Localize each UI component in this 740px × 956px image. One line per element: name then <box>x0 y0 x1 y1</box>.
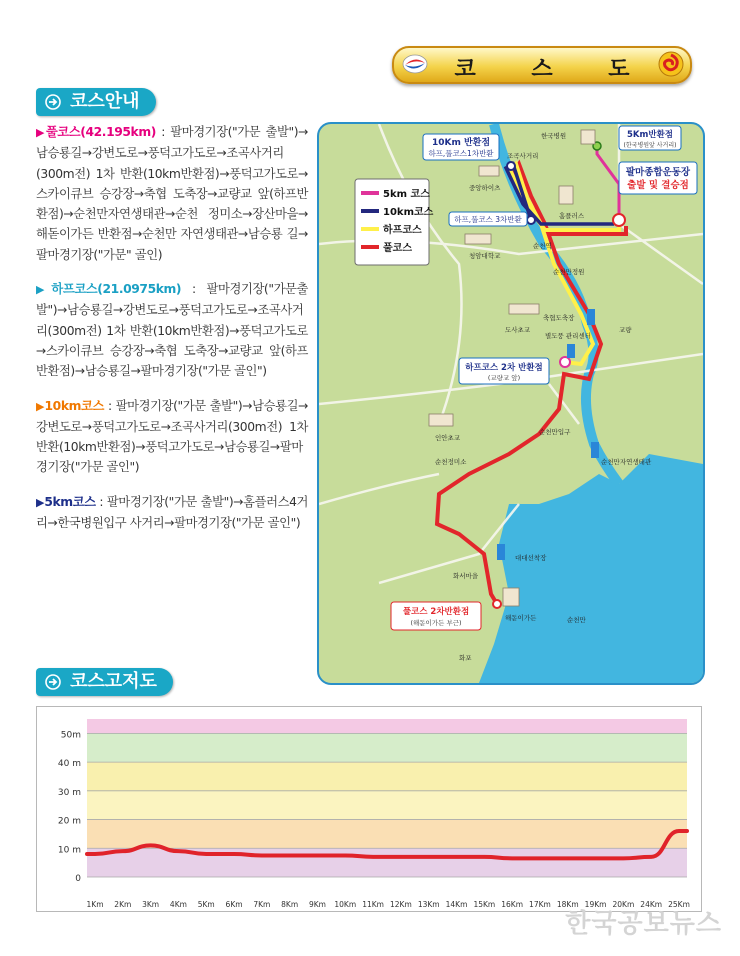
legend-10km: 10km코스 <box>383 207 434 218</box>
elevation-point <box>205 853 207 855</box>
place-jungang: 중앙하이츠 <box>469 184 501 192</box>
elevation-point <box>94 853 96 855</box>
legend-full: 풀코스 <box>383 243 412 254</box>
marker-10km <box>507 162 515 170</box>
elevation-point <box>623 858 625 860</box>
callout-5km-sub: (한국병원앞 사거리) <box>623 142 677 149</box>
watermark: 한국공보뉴스 <box>565 909 722 939</box>
x-tick-label: 1Km <box>86 900 104 909</box>
callout-half-second <box>459 358 549 384</box>
x-tick-label: 2Km <box>114 900 132 909</box>
marker-full-second <box>493 600 501 608</box>
title-banner <box>392 46 692 84</box>
place-entrance: 순천만입구 <box>539 428 571 436</box>
callout-full-second <box>391 602 481 630</box>
course-item-5km: ▶5km코스 : 팔마경기장("가문 출발")→홈플러스4거리→한국병원입구 사거리→팔마경기장("가문 골인") <box>36 494 308 531</box>
elevation-chart <box>36 706 702 912</box>
place-univ: 청암대학교 <box>469 252 501 260</box>
y-tick-label: 10 m <box>57 845 81 856</box>
place-hospital: 한국병원 <box>541 132 567 140</box>
x-tick-label: 13Km <box>417 900 440 909</box>
place-center: 별도풍 관리센터 <box>545 332 592 340</box>
course-marker: ▶풀코스(42.195km) <box>36 125 156 139</box>
place-dosa: 도사초교 <box>505 326 531 334</box>
elevation-point <box>650 856 652 858</box>
callout-start-1: 팔마종합운동장 <box>625 167 691 178</box>
x-tick-label: 5Km <box>197 900 215 909</box>
place-hwaseo: 화서마을 <box>453 572 479 580</box>
elevation-point <box>400 856 402 858</box>
section-title: 코스안내 <box>70 91 140 112</box>
x-tick-label: 11Km <box>362 900 384 909</box>
elevation-point <box>317 855 319 857</box>
section-tab-elevation <box>36 668 173 696</box>
elevation-point <box>233 853 235 855</box>
x-tick-label: 4Km <box>169 900 187 909</box>
callout-half-third-label: 하프,풀코스 3차반환 <box>454 215 522 224</box>
place-inan: 인안초교 <box>435 434 461 442</box>
elevation-svg <box>37 707 701 911</box>
callout-half-third <box>449 212 527 226</box>
swirl-logo-icon <box>658 51 684 77</box>
course-desc: 팔마경기장("가문 출발")→홈플러스4거리→한국병원입구 사거리→팔마경기장("가문 골인") <box>36 494 308 531</box>
y-tick-label: 20 m <box>57 816 81 827</box>
elevation-point <box>428 856 430 858</box>
elevation-point <box>539 858 541 860</box>
callout-half-second-sub: (교량교 앞) <box>487 374 521 382</box>
elevation-point <box>122 850 124 852</box>
place-slaughter: 축협도축장 <box>543 314 575 322</box>
callout-start <box>619 162 697 194</box>
place-eco: 순천만자연생태관 <box>601 458 652 466</box>
page-title: 코 스 도 <box>454 57 654 82</box>
place-mill: 순천정미소 <box>435 458 467 466</box>
x-tick-label: 16Km <box>501 900 524 909</box>
x-tick-label: 15Km <box>473 900 496 909</box>
course-marker: ▶10km코스 <box>36 398 104 413</box>
course-marker: ▶5km코스 <box>36 494 96 509</box>
course-name: 5km코스 <box>44 494 96 509</box>
place-bridge: 교량 <box>619 326 632 334</box>
section-tab-course-guide <box>36 88 156 116</box>
elevation-point <box>289 855 291 857</box>
callout-full-second-sub: (해돋이가든 부근) <box>410 619 462 627</box>
callout-half-first: 하프,풀코스1차반환 <box>428 149 494 158</box>
callout-full-second-label: 풀코스 2차반환점 <box>402 607 470 617</box>
x-tick-label: 7Km <box>253 900 271 909</box>
elevation-band <box>87 762 687 791</box>
elevation-point <box>261 855 263 857</box>
x-tick-label: 3Km <box>142 900 160 909</box>
elevation-point <box>484 856 486 858</box>
x-tick-label: 24Km <box>640 900 663 909</box>
course-name: 하프코스(21.0975km) <box>51 282 182 297</box>
marker-half-second <box>560 357 570 367</box>
elevation-point <box>372 856 374 858</box>
map-legend <box>355 179 434 265</box>
callout-5km-label: 5Km반환점 <box>627 130 673 140</box>
course-desc: 팔마경기장("가문 출발")→남승룡길→강변도로→풍덕고가도로→조곡사거리(300m전) 1차 반환(10km반환점)→풍덕고가도로→남승룡길→팔마경기장("가문 골인") <box>36 398 308 475</box>
elevation-point <box>678 830 680 832</box>
elevation-point <box>456 856 458 858</box>
callout-10km <box>423 134 499 160</box>
y-tick-label: 40 m <box>57 759 81 770</box>
x-tick-label: 14Km <box>445 900 468 909</box>
callout-half-second-label: 하프코스 2차 반환점 <box>465 363 543 373</box>
elevation-point <box>178 850 180 852</box>
course-guide <box>36 122 308 547</box>
y-tick-label: 30 m <box>57 787 81 798</box>
course-marker: ▶하프코스(21.0975km) <box>36 282 182 297</box>
x-tick-label: 9Km <box>308 900 326 909</box>
x-tick-label: 10Km <box>334 900 357 909</box>
x-tick-label: 19Km <box>584 900 607 909</box>
elevation-point <box>511 858 513 860</box>
x-tick-label: 12Km <box>390 900 412 909</box>
legend-half: 하프코스 <box>383 225 422 236</box>
x-tick-label: 20Km <box>612 900 635 909</box>
callout-5km <box>619 126 681 150</box>
elevation-band <box>87 733 687 762</box>
elevation-band <box>87 791 687 820</box>
section-title: 코스고저도 <box>70 671 157 692</box>
route-5km <box>597 146 619 219</box>
course-item-full: ▶풀코스(42.195km) : 팔마경기장("가문 출발")→남승룡길→강변도로→풍덕고가도로→조곡사거리(300m전) 1차 반환(10km반환점)→풍덕고가도로→스카이큐브 승강장→축협 도축장→교량교 앞(하프반환점)→순천만자연생태관→순천 정미소→장산마을→해돋이가든 반환점→순천만 자연생태관→남승룡 길→팔마경기장("가문" 골인) <box>36 125 309 262</box>
elevation-band <box>87 719 687 733</box>
course-desc: 팔마경기장("가문 출발")→남승룡길→강변도로→풍덕고가도로→조곡사거리(300m전) 1차 반환(10km반환점)→풍덕고가도로→스카이큐브 승강장→축협 도축장→교량교 앞(하프반환점)→순천만자연생태관→순천 정미소→장산마을→해돋이가든 반환점→순천만 자연생태관→남승룡 길→팔마경기장("가문" 골인) <box>36 125 309 262</box>
callout-start-2: 출발 및 결승점 <box>627 180 689 191</box>
place-station: 순천역 <box>533 242 552 250</box>
course-name: 풀코스(42.195km) <box>45 125 156 139</box>
start-marker <box>613 214 625 226</box>
arrow-right-icon <box>45 674 61 690</box>
place-haedoji: 해돋이가든 <box>505 614 537 622</box>
elevation-point <box>150 845 152 847</box>
place-hwapo: 화포 <box>459 654 472 662</box>
course-name: 10km코스 <box>44 398 104 413</box>
course-map <box>317 122 705 685</box>
x-tick-label: 17Km <box>529 900 551 909</box>
x-tick-label: 25Km <box>668 900 690 909</box>
elevation-point <box>567 858 569 860</box>
y-tick-label: 50m <box>60 730 81 741</box>
elevation-band <box>87 820 687 849</box>
place-daedae: 대대선착장 <box>515 554 547 562</box>
legend-5km: 5km 코스 <box>383 189 430 200</box>
place-skycube: 순천만정원 <box>553 268 585 276</box>
x-tick-label: 8Km <box>281 900 299 909</box>
course-desc: 팔마경기장("가문출발")→남승룡길→강변도로→풍덕고가도로→조곡사거리(300m전) 1차 반환(10km반환점)→풍덕고가도로→스카이큐브 승강장→축협 도축장→교량교 앞(하프반환점)→남승룡길→팔마경기장("가문 골인") <box>36 282 309 379</box>
bay-water <box>479 454 703 683</box>
elevation-point <box>595 858 597 860</box>
callout-10km-label: 10Km 반환점 <box>431 138 491 148</box>
y-tick-label: 0 <box>75 874 81 884</box>
map-canvas <box>319 124 703 683</box>
x-tick-label: 6Km <box>225 900 243 909</box>
elevation-point <box>344 855 346 857</box>
x-tick-label: 18Km <box>556 900 579 909</box>
place-jogok: 조곡사거리 <box>507 152 539 160</box>
arrow-right-icon <box>45 94 61 110</box>
place-bay: 순천만 <box>567 616 586 624</box>
place-homeplus: 홈플러스 <box>559 212 585 220</box>
course-item-half: ▶하프코스(21.0975km) : 팔마경기장("가문출발")→남승룡길→강변도로→풍덕고가도로→조곡사거리(300m전) 1차 반환(10km반환점)→풍덕고가도로→스카이큐브 승강장→축협 도축장→교량교 앞(하프반환점)→남승룡길→팔마경기장("가문 골인") <box>36 282 309 379</box>
marker-half-third <box>527 216 535 224</box>
course-item-10km: ▶10km코스 : 팔마경기장("가문 출발")→남승룡길→강변도로→풍덕고가도로→조곡사거리(300m전) 1차 반환(10km반환점)→풍덕고가도로→남승룡길→팔마경기장("가문 골인") <box>36 398 308 475</box>
